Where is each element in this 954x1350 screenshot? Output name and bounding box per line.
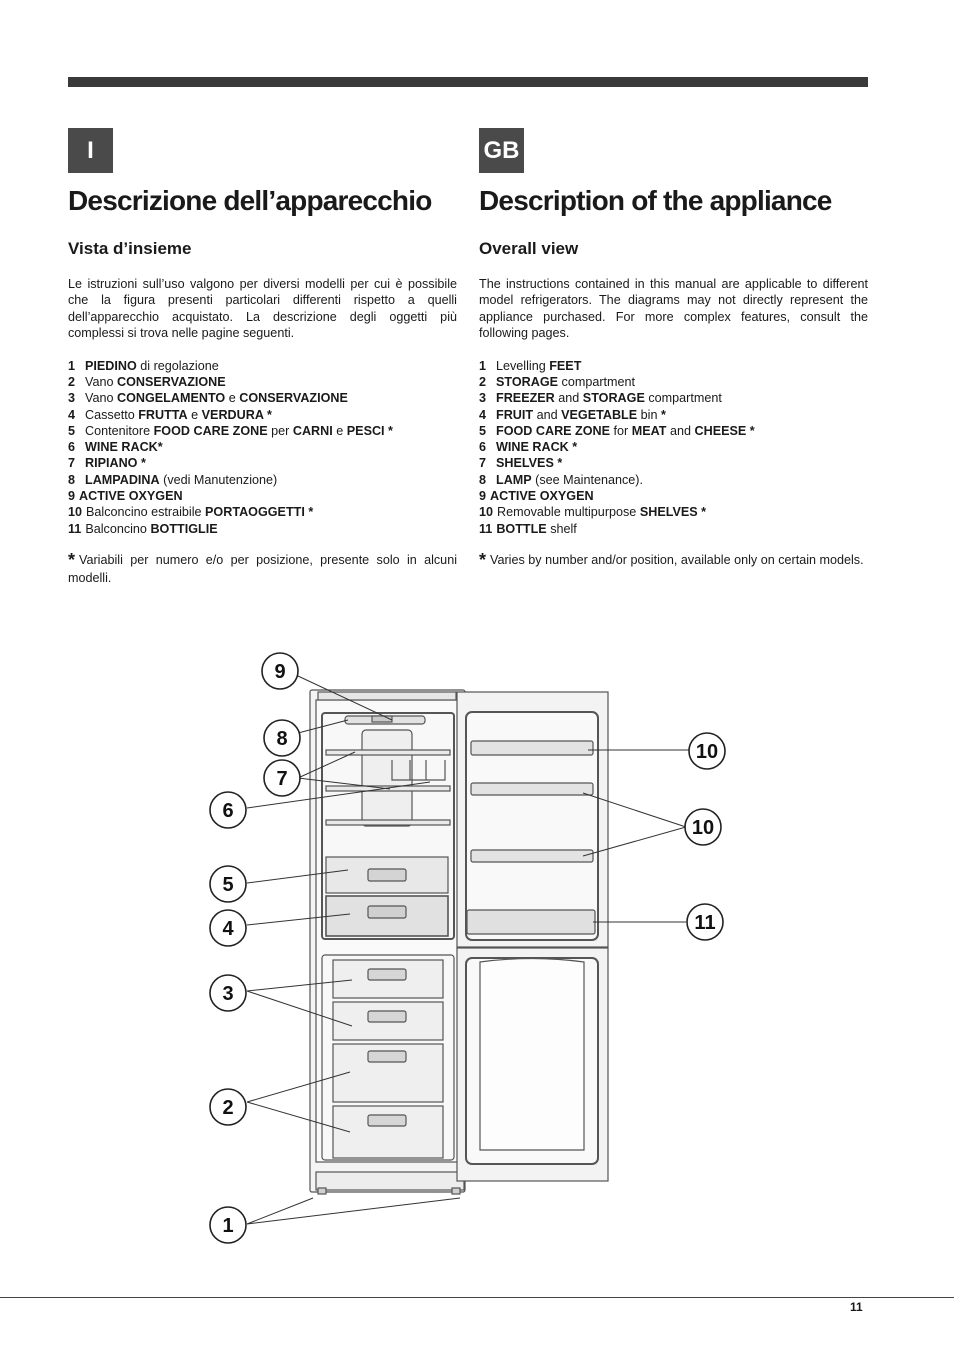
item-text: Contenitore [85, 423, 154, 438]
item-number: 9 [68, 489, 76, 503]
item-number: 6 [479, 440, 487, 455]
callout-label: 3 [222, 983, 234, 1005]
item-number: 2 [479, 374, 487, 389]
item-text: for [610, 423, 632, 438]
callout-label: 10 [691, 817, 715, 839]
item-text: PIEDINO [85, 358, 137, 373]
item-text: PORTAOGGETTI * [205, 505, 314, 520]
fridge-diagram [0, 640, 954, 1260]
item-text: compartment [644, 391, 722, 406]
asterisk-mark: * [479, 549, 487, 570]
item-text: LAMPADINA [85, 472, 160, 487]
item-text: LAMP [496, 472, 532, 487]
item-text: (vedi Manutenzione) [159, 472, 278, 487]
item-text: * [660, 407, 666, 422]
item-text: VEGETABLE [561, 407, 638, 422]
item-text: Vano [85, 391, 117, 406]
item-text: Removable multipurpose [497, 505, 640, 520]
item-number: 1 [68, 358, 76, 373]
item-text: Cassetto [85, 407, 139, 422]
section-title-it: Descrizione dell’apparecchio [68, 185, 432, 216]
list-item [479, 358, 868, 374]
item-text: SHELVES * [496, 456, 563, 471]
callout-label: 2 [222, 1097, 234, 1119]
item-number: 8 [479, 472, 487, 487]
subsection-title-gb: Overall view [479, 239, 579, 258]
callout-label: 4 [222, 918, 234, 940]
item-text: FREEZER [496, 391, 555, 406]
item-text: Vano [85, 374, 117, 389]
list-item [479, 521, 868, 537]
item-text: e [332, 423, 347, 438]
italian-column [68, 128, 457, 587]
list-item [479, 504, 868, 520]
item-text: CONGELAMENTO [116, 391, 226, 406]
item-number: 7 [68, 456, 76, 471]
list-item [68, 407, 457, 423]
item-text: di regolazione [136, 358, 219, 373]
item-text: WINE RACK * [496, 440, 578, 455]
list-item [68, 488, 457, 504]
item-text: shelf [546, 521, 577, 536]
item-number: 8 [68, 472, 76, 487]
item-text: Balconcino [85, 521, 151, 536]
item-text: and [533, 407, 562, 422]
item-text: bin [637, 407, 661, 422]
parts-list-gb [479, 358, 868, 537]
list-item [479, 374, 868, 390]
page-number: 11 [850, 1300, 863, 1314]
footnote-text-gb: Varies by number and/or position, available only on certain models. [490, 552, 864, 567]
list-item [479, 455, 868, 471]
item-text: and [554, 391, 583, 406]
item-text: compartment [558, 374, 636, 389]
item-text: FRUTTA [138, 407, 188, 422]
list-item [479, 423, 868, 439]
item-number: 10 [68, 505, 83, 520]
callout-label: 10 [695, 741, 719, 763]
item-text: and [666, 423, 695, 438]
intro-paragraph-it: Le istruzioni sull’uso valgono per diversi modelli per cui è possibile che la figura presenti particolari differenti rispetto a quelli dell’apparecchio acquistato. La descrizione degli oggetti più complessi si trova nelle pagine seguenti. [68, 277, 457, 341]
header-rule [68, 77, 868, 87]
item-number: 4 [479, 407, 487, 422]
callout-label: 6 [222, 800, 234, 822]
list-item [479, 390, 868, 406]
item-text: CHEESE * [694, 423, 755, 438]
list-item [68, 390, 457, 406]
language-badge-gb: GB [479, 128, 524, 173]
item-number: 9 [479, 489, 487, 503]
list-item [68, 358, 457, 374]
item-number: 3 [68, 391, 76, 406]
item-text: BOTTLE [496, 521, 547, 536]
item-text: RIPIANO * [85, 456, 146, 471]
item-number: 5 [68, 423, 76, 438]
callout-label: 8 [276, 728, 288, 750]
item-text: BOTTIGLIE [150, 521, 218, 536]
english-column [479, 128, 868, 569]
item-number: 4 [68, 407, 76, 422]
callout-label: 1 [222, 1215, 234, 1237]
item-number: 1 [479, 358, 487, 373]
list-item [479, 488, 868, 504]
item-text: ACTIVE OXYGEN [79, 489, 183, 503]
language-badge-it: I [68, 128, 113, 173]
intro-paragraph-gb: The instructions contained in this manual are applicable to different model refrigerators. The diagrams may not directly represent the appliance purchased. For more complex features, consult the following pages. [479, 277, 868, 341]
item-number: 11 [479, 521, 493, 536]
list-item [68, 455, 457, 471]
item-number: 7 [479, 456, 487, 471]
list-item [68, 504, 457, 520]
item-text: PESCI * [346, 423, 393, 438]
item-text: CONSERVAZIONE [239, 391, 348, 406]
item-text: e [187, 407, 202, 422]
footnote-it [68, 551, 457, 587]
item-text: STORAGE [496, 374, 559, 389]
asterisk-mark: * [68, 549, 76, 570]
list-item [68, 521, 457, 537]
list-item [68, 439, 457, 455]
footnote-text-it: Variabili per numero e/o per posizione, presente solo in alcuni modelli. [68, 552, 457, 585]
footer-rule [0, 1297, 954, 1298]
subsection-title-it: Vista d’insieme [68, 239, 192, 258]
section-title-gb: Description of the appliance [479, 185, 832, 216]
list-item [68, 423, 457, 439]
footnote-gb [479, 551, 868, 569]
item-text: Balconcino estraibile [86, 505, 206, 520]
item-text: (see Maintenance). [531, 472, 643, 487]
item-number: 5 [479, 423, 487, 438]
list-item [479, 407, 868, 423]
callout-label: 7 [276, 768, 288, 790]
item-text: per [267, 423, 293, 438]
list-item [68, 374, 457, 390]
item-text: ACTIVE OXYGEN [490, 489, 594, 503]
item-text: WINE RACK* [85, 440, 163, 455]
item-text: STORAGE [582, 391, 645, 406]
item-text: Levelling [496, 358, 550, 373]
item-text: FEET [549, 358, 582, 373]
item-text: VERDURA * [201, 407, 272, 422]
list-item [68, 472, 457, 488]
item-text: MEAT [631, 423, 667, 438]
list-item [479, 439, 868, 455]
callout-label: 5 [222, 874, 234, 896]
parts-list-it [68, 358, 457, 537]
item-number: 2 [68, 374, 76, 389]
item-text: FOOD CARE ZONE [496, 423, 611, 438]
callout-label: 11 [694, 912, 716, 934]
callout-label: 9 [274, 661, 286, 683]
item-number: 10 [479, 505, 494, 520]
item-text: FRUIT [496, 407, 534, 422]
item-number: 11 [68, 521, 82, 536]
item-text: CONSERVAZIONE [116, 374, 226, 389]
item-text: SHELVES * [639, 505, 707, 520]
item-number: 3 [479, 391, 487, 406]
item-text: e [225, 391, 240, 406]
item-number: 6 [68, 440, 76, 455]
list-item [479, 472, 868, 488]
item-text: FOOD CARE ZONE [153, 423, 268, 438]
item-text: CARNI [292, 423, 333, 438]
